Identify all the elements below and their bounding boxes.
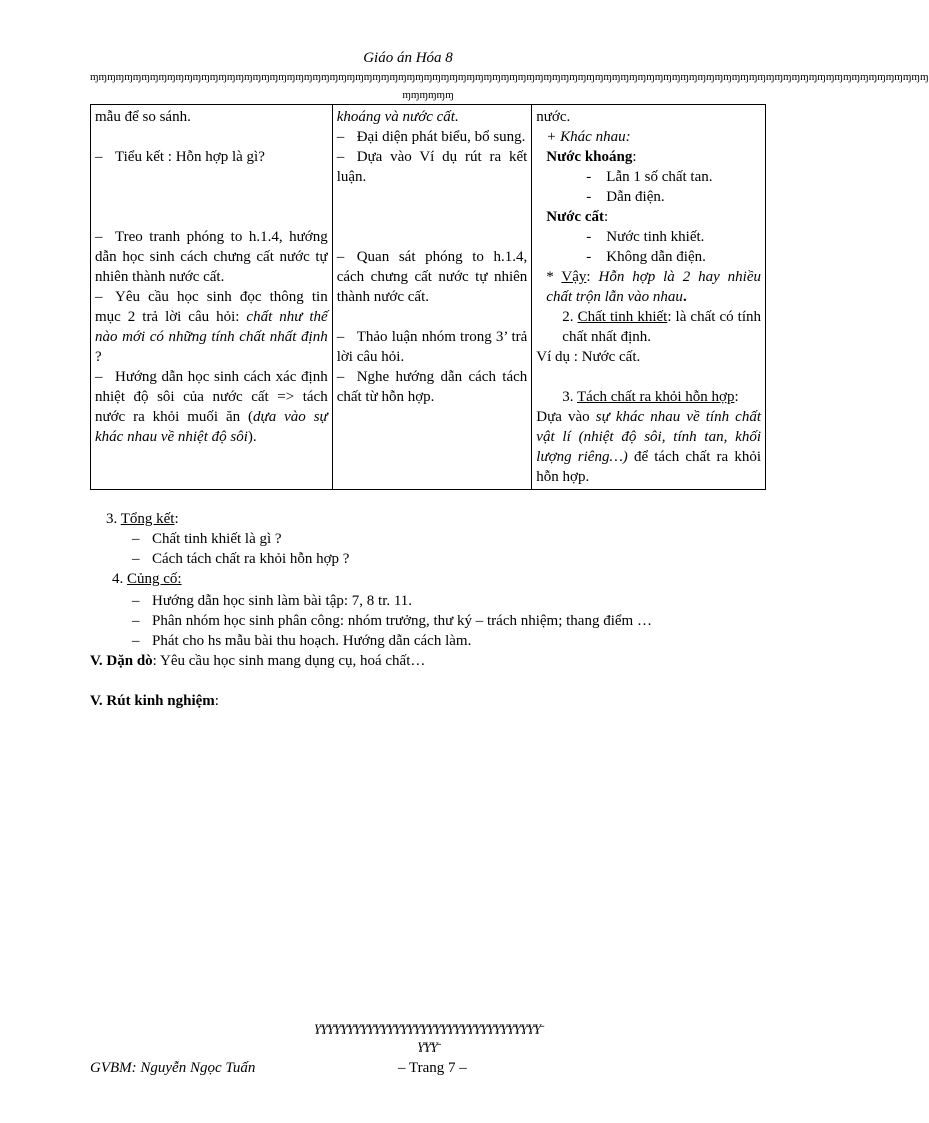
header-ornament-line: ɱɱɱɱɱɱɱɱɱɱɱɱɱɱɱɱɱɱɱɱɱɱɱɱɱɱɱɱɱɱɱɱɱɱɱɱɱɱɱɱɱɱɱɱɱɱɱɱɱɱɱɱɱɱɱɱɱɱɱɱɱɱɱɱɱɱɱɱɱɱɱɱɱɱɱɱɱɱɱɱɱɱɱɱɱɱɱɱɱɱɱɱɱɱɱɱɱɱ [90, 71, 929, 83]
content-italic: Hỗn hợp là 2 hay nhiều chất trộn lẫn vào nhau [546, 269, 761, 305]
list-item: – Hướng dẫn học sinh làm bài tập: 7, 8 tr. 11. [132, 593, 413, 609]
lesson-table [90, 104, 766, 490]
experience-label: V. Rút kinh nghiệm [90, 693, 215, 709]
summary-heading [106, 509, 806, 529]
content-text: để tách chất ra khỏi hỗn hợp. [536, 449, 761, 485]
content-text: Dựa vào [536, 409, 596, 425]
footer-author: GVBM: Nguyễn Ngọc Tuấn [90, 1060, 256, 1076]
consolidate-heading [112, 569, 812, 589]
list-item: – Phân nhóm học sinh phân công: nhóm trưởng, thư ký – trách nhiệm; thang điểm … [132, 613, 652, 629]
content-text: : [603, 209, 609, 225]
consolidate-item: Phân nhóm học sinh phân công: nhóm trưởng, thư ký – trách nhiệm; thang điểm … [152, 613, 652, 629]
footer-ornament-line: ɣ̵ɣ̵ɣ̵ɣ̵ɣ̵ɣ̵ɣ̵ɣ̵ɣ̵ɣ̵ɣ̵ɣ̵ɣ̵ɣ̵ɣ̵ɣ̵ɣ̵ɣ̵ɣ̵ɣ̵ɣ̵ɣ̵ɣ̵ɣ̵ɣ̵ɣ̵ɣ̵ɣ̵ɣ̵ɣ̵ɣ̵ɣ̵ɣ̵ɣ̵ [314, 1020, 542, 1035]
student-line: – Đại diện phát biểu, bổ sung. [336, 129, 526, 145]
teacher-line: – Treo tranh phóng to h.1.4, hướng dẫn học sinh cách chưng cất nước tự nhiên thành nước cất. [95, 229, 328, 285]
content-underline: Chất tinh khiết [577, 309, 668, 325]
footer-page-number: – Trang 7 – [398, 1060, 467, 1076]
summary-item: Cách tách chất ra khỏi hỗn hợp ? [152, 551, 350, 567]
table-row [91, 105, 766, 490]
summary-heading-colon: : [174, 511, 179, 527]
student-line: – Thảo luận nhóm trong 3’ trả lời câu hỏi. [336, 329, 528, 365]
teacher-line-text: Yêu cầu học sinh đọc thông tin mục 2 trả lời câu hỏi: [95, 289, 328, 325]
content-text: : là chất có tính chất nhất định. [562, 309, 761, 345]
homework-line [90, 651, 790, 671]
teacher-line-text: ? [95, 349, 102, 365]
teacher-line-text: Hướng dẫn học sinh cách xác định nhiệt độ sôi của nước cất => tách nước ra khỏi muối ăn ( [95, 369, 328, 425]
content-line [536, 207, 761, 227]
content-line: Ví dụ : Nước cất. [536, 349, 641, 365]
content-text: 3. [562, 389, 578, 405]
student-line-text: Thảo luận nhóm trong 3’ trả lời câu hỏi. [336, 329, 528, 365]
content-text: Không dẫn điện. [606, 249, 706, 265]
student-line: khoáng và nước cất. [336, 109, 459, 125]
content-line: nước. [536, 109, 571, 125]
list-item: – Cách tách chất ra khỏi hỗn hợp ? [132, 551, 350, 567]
content-line: - Không dẫn điện. [586, 249, 706, 265]
content-line [536, 387, 761, 407]
content-underline: Vậy [561, 269, 587, 285]
content-heading: Nước khoáng [546, 149, 633, 165]
teacher-line-text: Tiểu kết : Hỗn hợp là gì? [115, 149, 265, 165]
content-text: Lẫn 1 số chất tan. [606, 169, 713, 185]
experience-line [90, 691, 790, 711]
list-item: – Phát cho hs mẫu bài thu hoạch. Hướng dẫn cách làm. [132, 633, 472, 649]
content-text: * [546, 269, 562, 285]
teacher-activity-cell [91, 105, 333, 490]
student-line: – Quan sát phóng to h.1.4, cách chưng cất nước tự nhiên thành nước cất. [336, 249, 528, 305]
content-heading: Nước cất [546, 209, 604, 225]
consolidate-item: Phát cho hs mẫu bài thu hoạch. Hướng dẫn cách làm. [152, 633, 472, 649]
document-header-title: Giáo án Hóa 8 [363, 50, 453, 66]
homework-text: : Yêu cầu học sinh mang dụng cụ, hoá chất… [152, 653, 426, 669]
teacher-line: – Yêu cầu học sinh đọc thông tin mục 2 trả lời câu hỏi: chất như thế nào mới có những tính chất nhất định ? [95, 289, 328, 365]
content-text: . [682, 289, 687, 305]
header-ornament-line-2: ɱɱɱɱɱɱ [402, 89, 454, 101]
content-line: + Khác nhau: [546, 129, 631, 145]
content-line: - Lẫn 1 số chất tan. [586, 169, 713, 185]
teacher-line-text: Treo tranh phóng to h.1.4, hướng dẫn học sinh cách chưng cất nước tự nhiên thành nước cất. [95, 229, 328, 285]
content-italic: sự khác nhau về tính chất vật lí (nhiệt độ sôi, tính tan, khối lượng riêng…) [536, 409, 762, 465]
teacher-line: – Hướng dẫn học sinh cách xác định nhiệt độ sôi của nước cất => tách nước ra khỏi muối ăn (dựa vào sự khác nhau về nhiệt độ sôi). [95, 369, 328, 445]
student-line: – Nghe hướng dẫn cách tách chất từ hỗn hợp. [336, 369, 528, 405]
teacher-line-text: ). [247, 429, 257, 445]
content-text: : [734, 389, 739, 405]
summary-heading-number: 3. [106, 511, 121, 527]
content-line [536, 267, 761, 307]
consolidate-item: Hướng dẫn học sinh làm bài tập: 7, 8 tr. 11. [152, 593, 413, 609]
teacher-line-italic: chất như thế nào mới có những tính chất nhất định [95, 309, 328, 345]
summary-heading-text: Tổng kết [120, 511, 175, 527]
student-line-text: Nghe hướng dẫn cách tách chất từ hỗn hợp. [336, 369, 528, 405]
content-line [536, 407, 761, 487]
content-text: Dẫn điện. [606, 189, 665, 205]
content-line: - Nước tinh khiết. [586, 229, 705, 245]
teacher-line: mẫu để so sánh. [95, 109, 191, 125]
footer-ornament-line-2: ɣ̵ɣ̵ɣ̵ [418, 1038, 438, 1053]
content-text: Nước tinh khiết. [606, 229, 705, 245]
content-line [536, 147, 761, 167]
content-underline: Tách chất ra khỏi hỗn hợp [577, 389, 735, 405]
content-line: - Dẫn điện. [586, 189, 665, 205]
content-cell [532, 105, 766, 490]
summary-item: Chất tinh khiết là gì ? [152, 531, 282, 547]
consolidate-heading-text: Củng cố: [127, 571, 182, 587]
teacher-line: – Tiểu kết : Hỗn hợp là gì? [95, 149, 265, 165]
student-line-text: Dựa vào Ví dụ rút ra kết luận. [336, 149, 528, 185]
student-line-text: Quan sát phóng to h.1.4, cách chưng cất nước tự nhiên thành nước cất. [336, 249, 528, 305]
homework-label: V. Dặn dò [90, 653, 153, 669]
student-activity-cell [332, 105, 532, 490]
list-item: – Chất tinh khiết là gì ? [132, 531, 282, 547]
experience-text: : [214, 693, 219, 709]
student-line-text: Đại diện phát biểu, bổ sung. [356, 129, 526, 145]
content-text: : [632, 149, 637, 165]
content-text: : [586, 269, 599, 285]
content-line [536, 307, 761, 347]
content-text: 2. [562, 309, 578, 325]
student-line: – Dựa vào Ví dụ rút ra kết luận. [336, 149, 528, 185]
consolidate-heading-number: 4. [112, 571, 127, 587]
teacher-line-italic: dựa vào sự khác nhau về nhiệt độ sôi [95, 409, 328, 445]
